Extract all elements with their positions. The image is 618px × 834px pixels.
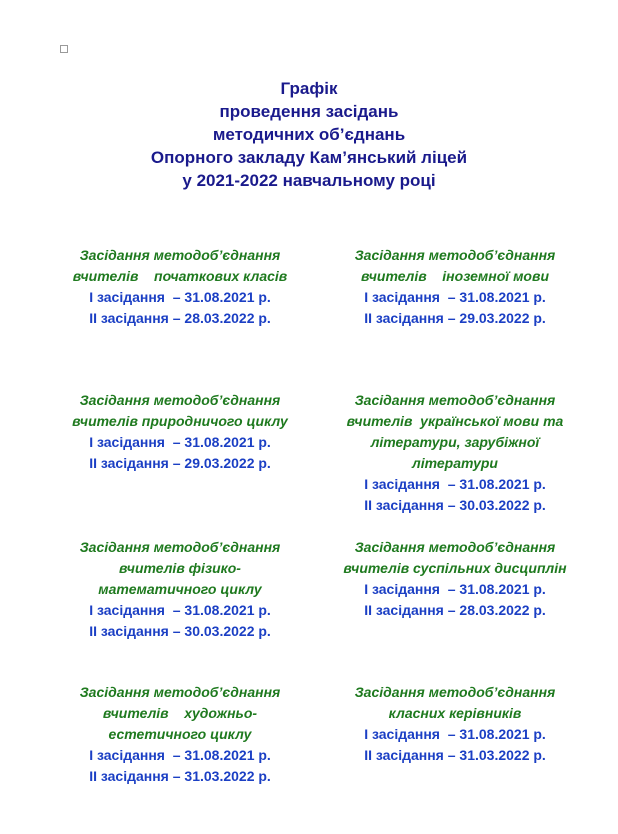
title-line: проведення засідань bbox=[219, 102, 399, 121]
meeting-heading-line: естетичного циклу bbox=[108, 726, 252, 742]
meeting-date-second: ІІ засідання – 29.03.2022 р. bbox=[364, 310, 546, 326]
meeting-date-first: І засідання – 31.08.2021 р. bbox=[89, 602, 271, 618]
meeting-heading-line: Засідання методоб’єднання bbox=[79, 392, 281, 408]
meeting-date-first: І засідання – 31.08.2021 р. bbox=[364, 581, 546, 597]
meeting-date-second: ІІ засідання – 29.03.2022 р. bbox=[89, 455, 271, 471]
meeting-date-first: І засідання – 31.08.2021 р. bbox=[89, 434, 271, 450]
paragraph-marker-icon bbox=[60, 45, 68, 53]
title-line: Графік bbox=[280, 79, 338, 98]
meeting-heading-line: математичного циклу bbox=[98, 581, 262, 597]
meeting-heading-line: Засідання методоб’єднання bbox=[354, 684, 556, 700]
meeting-block-natural-sciences bbox=[45, 390, 315, 474]
meeting-heading-line: Засідання методоб’єднання bbox=[354, 539, 556, 555]
meeting-date-second: ІІ засідання – 30.03.2022 р. bbox=[364, 497, 546, 513]
meeting-heading-line: вчителів природничого циклу bbox=[72, 413, 288, 429]
meeting-heading-line: класних керівників bbox=[388, 705, 522, 721]
title-line: методичних об’єднань bbox=[212, 125, 406, 144]
meeting-date-first: І засідання – 31.08.2021 р. bbox=[364, 726, 546, 742]
meeting-date-first: І засідання – 31.08.2021 р. bbox=[364, 476, 546, 492]
meeting-heading-line: Засідання методоб’єднання bbox=[79, 539, 281, 555]
meeting-date-second: ІІ засідання – 28.03.2022 р. bbox=[89, 310, 271, 326]
meeting-heading-line: літератури bbox=[412, 455, 498, 471]
meeting-date-second: ІІ засідання – 31.03.2022 р. bbox=[89, 768, 271, 784]
meeting-heading-line: вчителів фізико- bbox=[119, 560, 241, 576]
meeting-date-second: ІІ засідання – 30.03.2022 р. bbox=[89, 623, 271, 639]
meeting-block-physics-math bbox=[45, 537, 315, 642]
document-title bbox=[0, 77, 618, 192]
meeting-heading-line: Засідання методоб’єднання bbox=[354, 247, 556, 263]
meeting-date-first: І засідання – 31.08.2021 р. bbox=[89, 289, 271, 305]
meeting-date-second: ІІ засідання – 31.03.2022 р. bbox=[364, 747, 546, 763]
meeting-block-foreign-language bbox=[320, 245, 590, 329]
meeting-heading-line: Засідання методоб’єднання bbox=[79, 684, 281, 700]
title-line: у 2021-2022 навчальному році bbox=[182, 171, 436, 190]
meeting-block-ukrainian-language bbox=[320, 390, 590, 516]
meeting-heading-line: вчителів суспільних дисциплін bbox=[343, 560, 567, 576]
meeting-block-social-disciplines bbox=[320, 537, 590, 621]
meeting-heading-line: Засідання методоб’єднання bbox=[79, 247, 281, 263]
meeting-block-arts-aesthetics bbox=[45, 682, 315, 787]
meeting-heading-line: літератури, зарубіжної bbox=[370, 434, 540, 450]
meeting-date-first: І засідання – 31.08.2021 р. bbox=[89, 747, 271, 763]
meeting-heading-line: Засідання методоб’єднання bbox=[354, 392, 556, 408]
title-line: Опорного закладу Кам’янський ліцей bbox=[150, 148, 468, 167]
meeting-date-second: ІІ засідання – 28.03.2022 р. bbox=[364, 602, 546, 618]
meeting-date-first: І засідання – 31.08.2021 р. bbox=[364, 289, 546, 305]
meeting-heading-line: вчителів художньо- bbox=[102, 705, 258, 721]
meeting-block-primary-classes bbox=[45, 245, 315, 329]
meeting-heading-line: вчителів іноземної мови bbox=[360, 268, 549, 284]
meeting-block-class-teachers bbox=[320, 682, 590, 766]
meeting-heading-line: вчителів української мови та bbox=[346, 413, 564, 429]
meeting-heading-line: вчителів початкових класів bbox=[72, 268, 288, 284]
